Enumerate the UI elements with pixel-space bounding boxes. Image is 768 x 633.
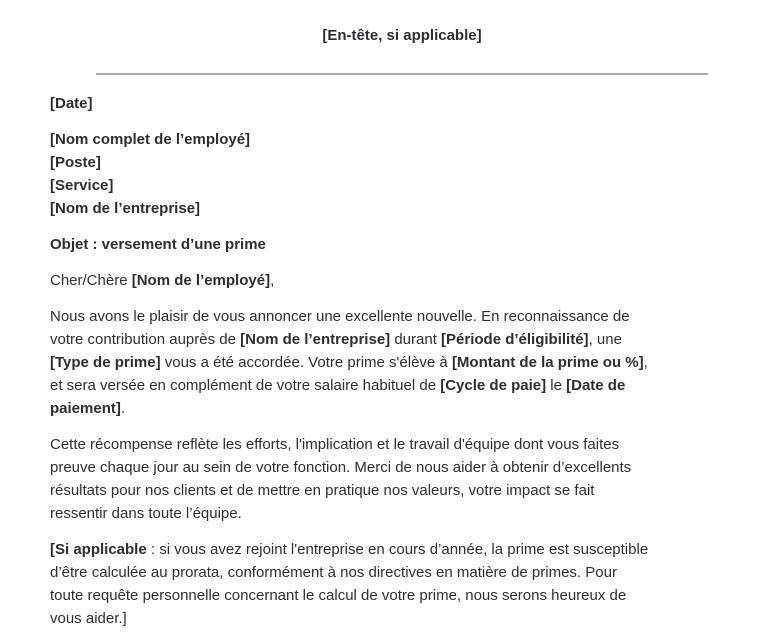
paragraph-recognition [50, 433, 728, 525]
placeholder-field: [Type de prime] [50, 354, 161, 371]
placeholder-field: [Si applicable [50, 541, 147, 558]
recipient-line: [Service] [50, 177, 114, 194]
text-line [50, 584, 728, 607]
text-run: d’être calculée au prorata, conformément à nos directives en matière de primes. Pour [50, 564, 617, 581]
text-line [50, 351, 728, 374]
text-line [50, 538, 728, 561]
text-run: votre contribution auprès de [50, 331, 241, 348]
text-line [50, 479, 728, 502]
text-line [50, 269, 728, 292]
text-run: le [546, 377, 567, 394]
text-run: ressentir dans toute l’équipe. [50, 505, 242, 522]
text-run: vous a été accordée. Votre prime s'élève à [160, 354, 452, 371]
salutation [50, 269, 728, 292]
letter-header-placeholder: [En-tête, si applicable] [322, 27, 482, 44]
text-run: preuve chaque jour au sein de votre fonction. Merci de nous aider à obtenir d’excellents [50, 459, 632, 476]
text-line [50, 456, 728, 479]
text-line [50, 607, 728, 630]
text-run: . [120, 400, 126, 417]
paragraph-announcement [50, 305, 728, 420]
text-run: et sera versée en complément de votre salaire habituel de [50, 377, 441, 394]
recipient-block [50, 128, 728, 220]
date-placeholder: [Date] [50, 95, 93, 112]
text-run: durant [390, 331, 442, 348]
text-line [50, 433, 728, 456]
letter-body [50, 269, 728, 630]
text-line [50, 305, 728, 328]
text-line [50, 397, 728, 420]
subject-line: Objet : versement d’une prime [50, 236, 266, 253]
text-line [50, 561, 728, 584]
text-run: Cette récompense reflète les efforts, l'implication et le travail d'équipe dont vous faites [50, 436, 620, 453]
recipient-line: [Nom complet de l’employé] [50, 131, 251, 148]
text-run: : si vous avez rejoint l'entreprise en cours d’année, la prime est susceptible [146, 541, 649, 558]
letter-content [0, 92, 768, 630]
text-run: résultats pour nos clients et de mettre en pratique nos valeurs, votre impact se fait [50, 482, 595, 499]
text-run: Nous avons le plaisir de vous annoncer une excellente nouvelle. En reconnaissance de [50, 308, 630, 325]
text-line [50, 502, 728, 525]
placeholder-field: [Nom de l’employé] [131, 272, 271, 289]
placeholder-field: [Nom de l’entreprise] [240, 331, 391, 348]
recipient-line: [Nom de l’entreprise] [50, 200, 201, 217]
text-run: vous aider.] [50, 610, 127, 627]
placeholder-field: [Montant de la prime ou %] [451, 354, 644, 371]
placeholder-field: paiement] [50, 400, 121, 417]
paragraph-proration-note [50, 538, 728, 630]
header-divider [96, 73, 708, 75]
recipient-line: [Poste] [50, 154, 101, 171]
placeholder-field: [Date de [566, 377, 626, 394]
text-line [50, 328, 728, 351]
text-run: , [643, 354, 648, 371]
text-line [50, 374, 728, 397]
text-run: , [270, 272, 275, 289]
placeholder-field: [Période d’éligibilité] [441, 331, 589, 348]
text-run: Cher/Chère [50, 272, 132, 289]
text-run: toute requête personnelle concernant le calcul de votre prime, nous serons heureux de [50, 587, 627, 604]
placeholder-field: [Cycle de paie] [440, 377, 547, 394]
text-run: , une [588, 331, 622, 348]
